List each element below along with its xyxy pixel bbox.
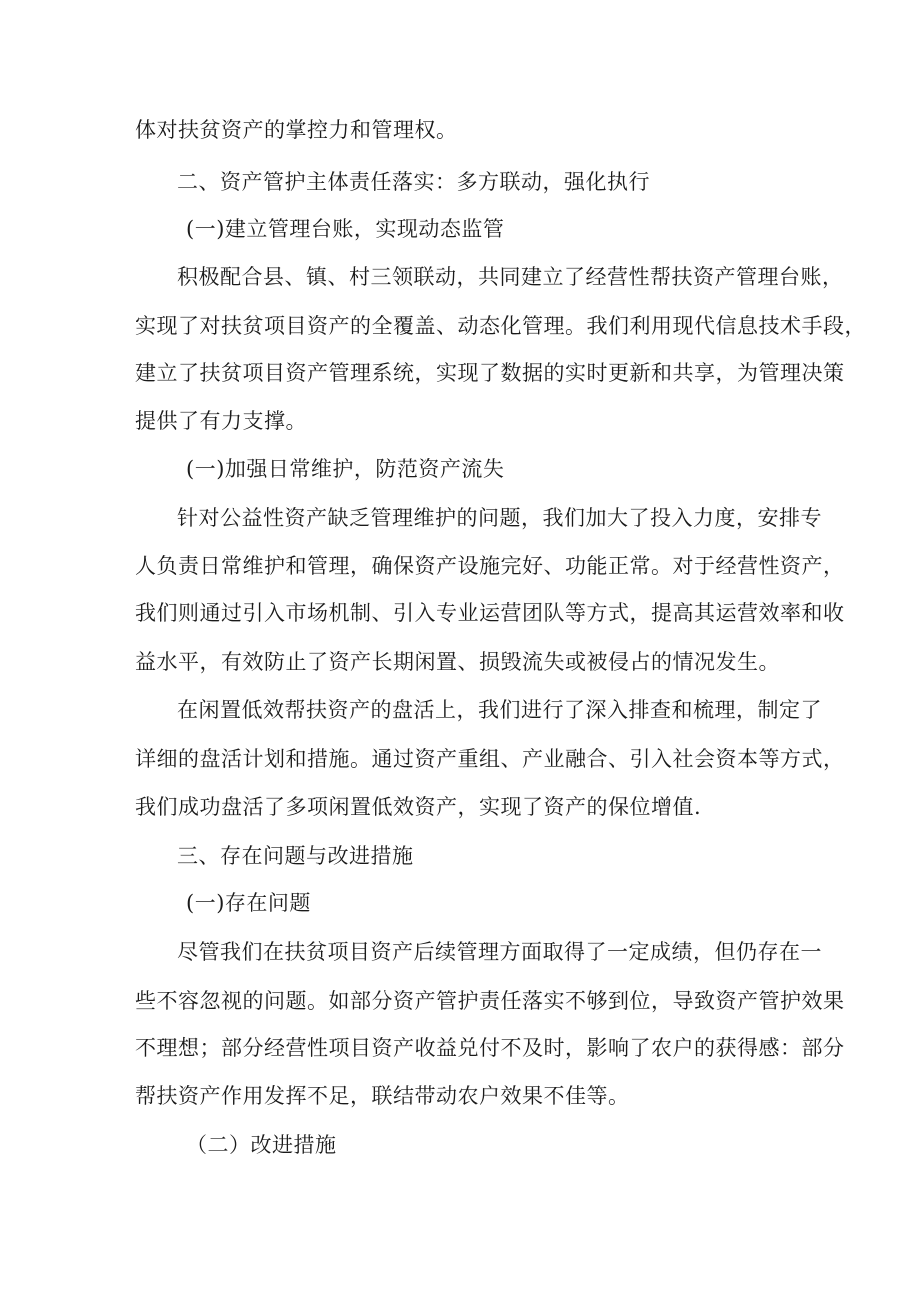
- subsection-heading: (一)建立管理台账，实现动态监管: [186, 217, 505, 241]
- subsection-heading: （二）改进措施: [186, 1133, 337, 1157]
- paragraph-line: 我们则通过引入市场机制、引入专业运营团队等方式，提高其运营效率和收: [135, 601, 845, 625]
- subsection-heading: (一)加强日常维护，防范资产流失: [186, 457, 505, 481]
- section-heading: 二、资产管护主体责任落实：多方联动，强化执行: [177, 170, 650, 194]
- paragraph-line: 针对公益性资产缺乏管理维护的问题，我们加大了投入力度，安排专: [177, 506, 822, 530]
- paragraph-line: 帮扶资产作用发挥不足，联结带动农户效果不佳等。: [135, 1084, 630, 1108]
- paragraph-line: 在闲置低效帮扶资产的盘活上，我们进行了深入排查和梳理，制定了: [177, 698, 822, 722]
- paragraph-line: 些不容忽视的问题。如部分资产管护责任落实不够到位，导致资产管护效果: [135, 989, 845, 1013]
- paragraph-line: 不理想；部分经营性项目资产收益兑付不及时，影响了农户的获得感：部分: [135, 1036, 845, 1060]
- paragraph-line: 提供了有力支撑。: [135, 409, 307, 433]
- paragraph-line: 益水平，有效防止了资产长期闲置、损毁流失或被侵占的情况发生。: [135, 650, 780, 674]
- subsection-heading: (一)存在问题: [186, 891, 311, 915]
- paragraph-line: 我们成功盘活了多项闲置低效资产，实现了资产的保位增值.: [135, 795, 702, 819]
- paragraph-line: 建立了扶贫项目资产管理系统，实现了数据的实时更新和共享，为管理决策: [135, 361, 845, 385]
- paragraph-line: 人负责日常维护和管理，确保资产设施完好、功能正常。对于经营性资产，: [135, 554, 845, 578]
- paragraph-line: 详细的盘活计划和措施。通过资产重组、产业融合、引入社会资本等方式，: [135, 747, 845, 771]
- paragraph-line: 实现了对扶贫项目资产的全覆盖、动态化管理。我们利用现代信息技术手段，: [135, 314, 866, 338]
- section-heading: 三、存在问题与改进措施: [177, 844, 414, 868]
- paragraph-line: 积极配合县、镇、村三领联动，共同建立了经营性帮扶资产管理台账，: [177, 265, 844, 289]
- paragraph-line: 体对扶贫资产的掌控力和管理权。: [135, 118, 458, 142]
- paragraph-line: 尽管我们在扶贫项目资产后续管理方面取得了一定成绩，但仍存在一: [177, 940, 822, 964]
